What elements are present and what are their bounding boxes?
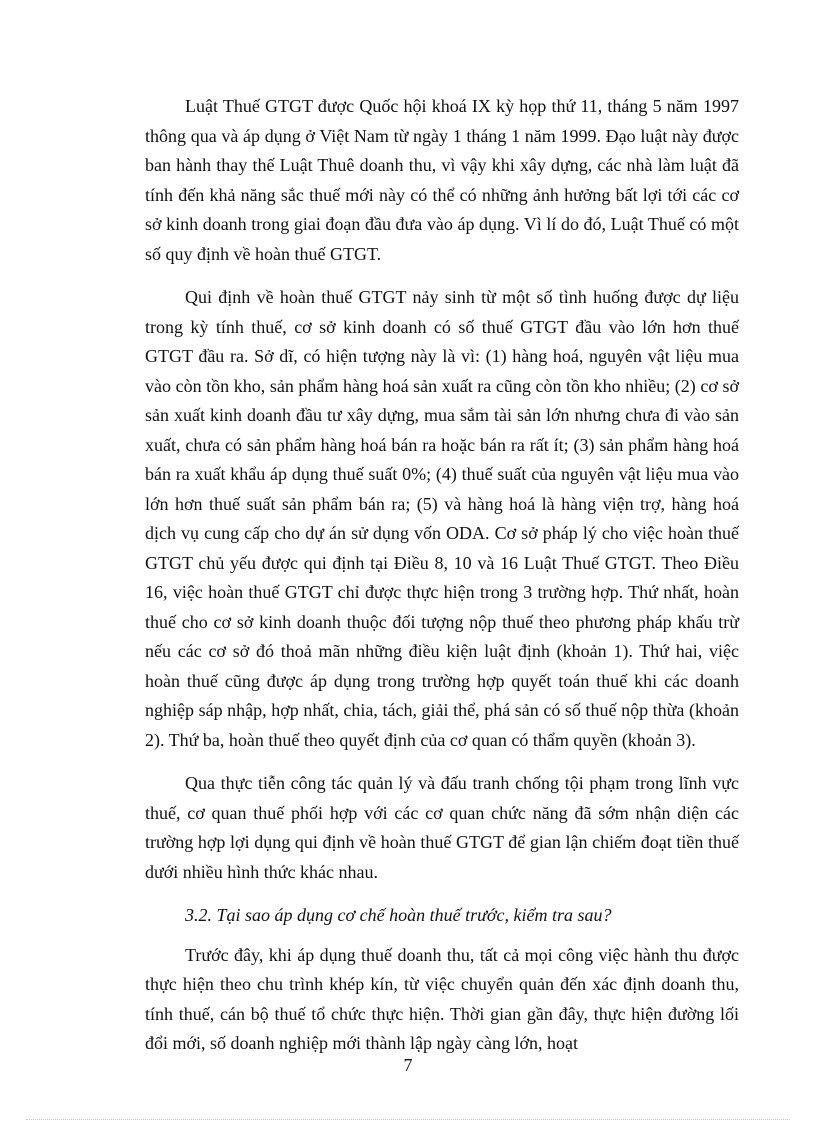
paragraph-tax-fraud-practice: Qua thực tiễn công tác quản lý và đấu tranh chống tội phạm trong lĩnh vực thuế, cơ quan thuế phối hợp với các cơ quan chức năng đã sớm nhận diện các trường hợp lợi dụng qui định về hoàn thuế GTGT để gian lận chiếm đoạt tiền thuế dưới nhiều hình thức khác nhau. <box>145 773 739 882</box>
section-heading: 3.2. Tại sao áp dụng cơ chế hoàn thuế trước, kiểm tra sau? <box>185 905 612 925</box>
footer-divider <box>26 1119 790 1120</box>
paragraph-vat-law-intro: Luật Thuế GTGT được Quốc hội khoá IX kỳ họp thứ 11, tháng 5 năm 1997 thông qua và áp dụng ở Việt Nam từ ngày 1 tháng 1 năm 1999. Đạo luật này được ban hành thay thế Luật Thuê doanh thu, vì vậy khi xây dựng, các nhà làm luật đã tính đến khả năng sắc thuế mới này có thể có những ảnh hưởng bất lợi tới các cơ sở kinh doanh trong giai đoạn đầu đưa vào áp dụng. Vì lí do đó, Luật Thuế có một số quy định về hoàn thuế GTGT. <box>145 96 739 264</box>
page-number: 7 <box>403 1055 413 1075</box>
paragraph-vat-refund-rules: Qui định về hoàn thuế GTGT nảy sinh từ một số tình huống được dự liệu trong kỳ tính thuế, cơ sở kinh doanh có số thuế GTGT đầu vào lớn hơn thuế GTGT đầu ra. Sở dĩ, có hiện tượng này là vì: (1) hàng hoá, nguyên vật liệu mua vào còn tồn kho, sản phẩm hàng hoá sản xuất ra cũng còn tồn kho nhiều; (2) cơ sở sản xuất kinh doanh đầu tư xây dựng, mua sắm tài sản lớn nhưng chưa đi vào sản xuất, chưa có sản phẩm hàng hoá bán ra hoặc bán ra rất ít; (3) sản phẩm hàng hoá bán ra xuất khẩu áp dụng thuế suất 0%; (4) thuế suất của nguyên vật liệu mua vào lớn hơn thuế suất sản phẩm bán ra; (5) và hàng hoá là hàng viện trợ, hàng hoá dịch vụ cung cấp cho dự án sử dụng vốn ODA. Cơ sở pháp lý cho việc hoàn thuế GTGT chủ yếu được qui định tại Điều 8, 10 và 16 Luật Thuế GTGT. Theo Điều 16, việc hoàn thuế GTGT chỉ được thực hiện trong 3 trường hợp. Thứ nhất, hoàn thuế cho cơ sở kinh doanh thuộc đối tượng nộp thuế theo phương pháp khấu trừ nếu các cơ sở đó thoả mãn những điều kiện luật định (khoản 1). Thứ hai, việc hoàn thuế cũng được áp dụng trong trường hợp quyết toán thuế khi các doanh nghiệp sáp nhập, hợp nhất, chia, tách, giải thể, phá sản có số thuế nộp thừa (khoản 2). Thứ ba, hoàn thuế theo quyết định của cơ quan có thẩm quyền (khoản 3). <box>145 287 739 750</box>
page-body <box>145 92 739 1073</box>
paragraph-refund-mechanism: Trước đây, khi áp dụng thuế doanh thu, tất cả mọi công việc hành thu được thực hiện theo chu trình khép kín, từ việc chuyển quản đến xác định doanh thu, tính thuế, cán bộ thuế tổ chức thực hiện. Thời gian gần đây, thực hiện đường lối đổi mới, số doanh nghiệp mới thành lập ngày càng lớn, hoạt <box>145 944 739 1053</box>
